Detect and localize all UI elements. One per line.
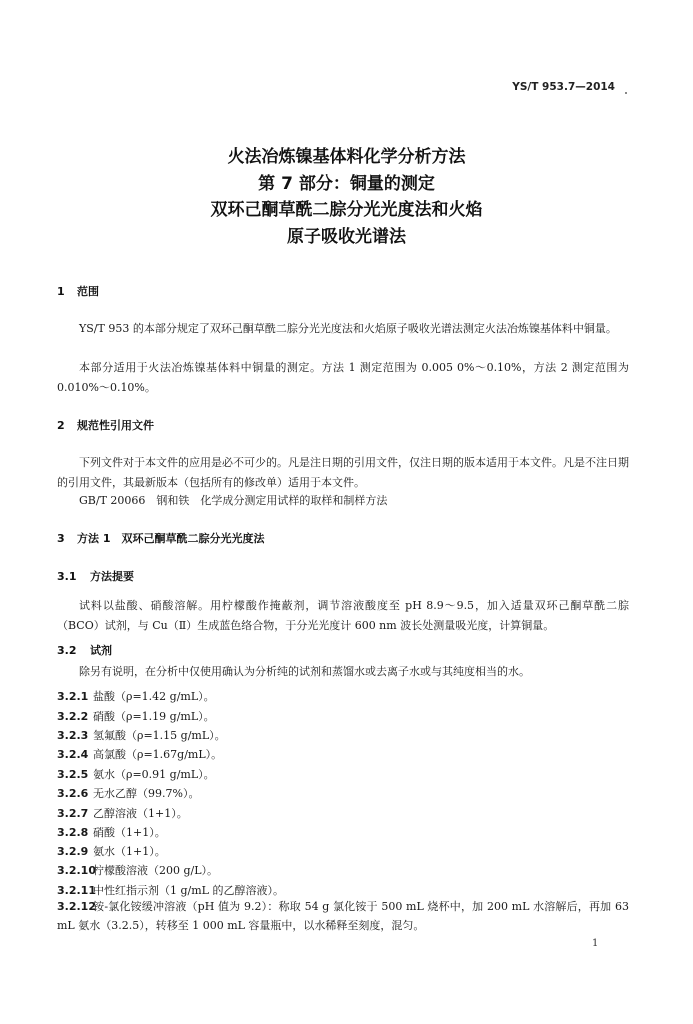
reagent-item: 3.2.11中性红指示剂（1 g/mL 的乙醇溶液）。 (57, 884, 284, 897)
subsection-3-1-heading (57, 568, 134, 584)
subsection-3-2-paragraph: 除另有说明，在分析中仅使用确认为分析纯的试剂和蒸馏水或去离子水或与其纯度相当的水。 (79, 665, 530, 678)
section-number: 2 (57, 419, 65, 432)
section-title: 规范性引用文件 (77, 419, 154, 432)
section-2-heading (57, 417, 154, 433)
section-1-paragraph-1: YS/T 953 的本部分规定了双环己酮草酰二腙分光光度法和火焰原子吸收光谱法测定火法冶炼镍基体料中铜量。 (79, 322, 617, 335)
reagent-item: 3.2.10柠檬酸溶液（200 g/L）。 (57, 864, 219, 877)
subsection-title: 试剂 (90, 644, 112, 657)
section-title: 范围 (77, 285, 99, 298)
title-line-4: 原子吸收光谱法 (287, 226, 406, 247)
reagent-item: 3.2.9 氨水（1+1）。 (57, 845, 166, 858)
title-line-3: 双环己酮草酰二腙分光光度法和火焰 (210, 200, 483, 220)
reagent-item: 3.2.1 盐酸（ρ=1.42 g/mL）。 (57, 690, 215, 703)
scan-speck (625, 92, 627, 94)
section-2-paragraph-1: 下列文件对于本文件的应用是必不可少的。凡是注日期的引用文件，仅注日期的版本适用于本文件。凡是不注日期的引用文件，其最新版本（包括所有的修改单）适用于本文件。 (57, 456, 629, 489)
section-title: 方法 1 双环己酮草酰二腙分光光度法 (77, 532, 265, 545)
subsection-number: 3.1 (57, 570, 77, 583)
subsection-3-2-heading (57, 642, 112, 658)
standard-code: YS/T 953.7—2014 (512, 81, 615, 93)
reagent-item: 3.2.5 氨水（ρ=0.91 g/mL）。 (57, 768, 215, 781)
reagent-item: 3.2.6 无水乙醇（99.7%）。 (57, 787, 200, 800)
document-title (0, 144, 693, 250)
section-3-heading (57, 530, 264, 546)
page-number: 1 (592, 938, 599, 949)
normative-reference: GB/T 20066 钢和铁 化学成分测定用试样的取样和制样方法 (79, 494, 388, 507)
reagent-item: 3.2.3 氢氟酸（ρ=1.15 g/mL）。 (57, 729, 226, 742)
reagent-item: 3.2.12铵-氯化铵缓冲溶液（pH 值为 9.2）：称取 54 g 氯化铵于 500 mL 烧杯中，加 200 mL 水溶解后，再加 63 mL 氨水（3.2.5），转移至 1 000 mL 容量瓶中，以水稀释至刻度，混匀。 (57, 900, 629, 932)
subsection-3-1-paragraph: 试料以盐酸、硝酸溶解。用柠檬酸作掩蔽剂，调节溶液酸度至 pH 8.9～9.5，加入适量双环己酮草酰二腙（BCO）试剂，与 Cu（Ⅱ）生成蓝色络合物，于分光光度计 600 nm 波长处测量吸光度，计算铜量。 (57, 599, 629, 632)
subsection-title: 方法提要 (90, 570, 134, 583)
section-1-paragraph-2: 本部分适用于火法冶炼镍基体料中铜量的测定。方法 1 测定范围为 0.005 0%～0.10%，方法 2 测定范围为 0.010%～0.10%。 (57, 361, 629, 394)
reagent-item: 3.2.4 高氯酸（ρ=1.67g/mL）。 (57, 748, 223, 761)
section-1-heading (57, 283, 99, 299)
title-line-2: 第 7 部分：铜量的测定 (258, 173, 435, 194)
section-number: 3 (57, 532, 65, 545)
reagent-item: 3.2.8 硝酸（1+1）。 (57, 826, 166, 839)
reagent-item: 3.2.2 硝酸（ρ=1.19 g/mL）。 (57, 710, 215, 723)
section-number: 1 (57, 285, 65, 298)
subsection-number: 3.2 (57, 644, 77, 657)
title-line-1: 火法冶炼镍基体料化学分析方法 (227, 147, 466, 167)
reagent-item: 3.2.7 乙醇溶液（1+1）。 (57, 807, 188, 820)
